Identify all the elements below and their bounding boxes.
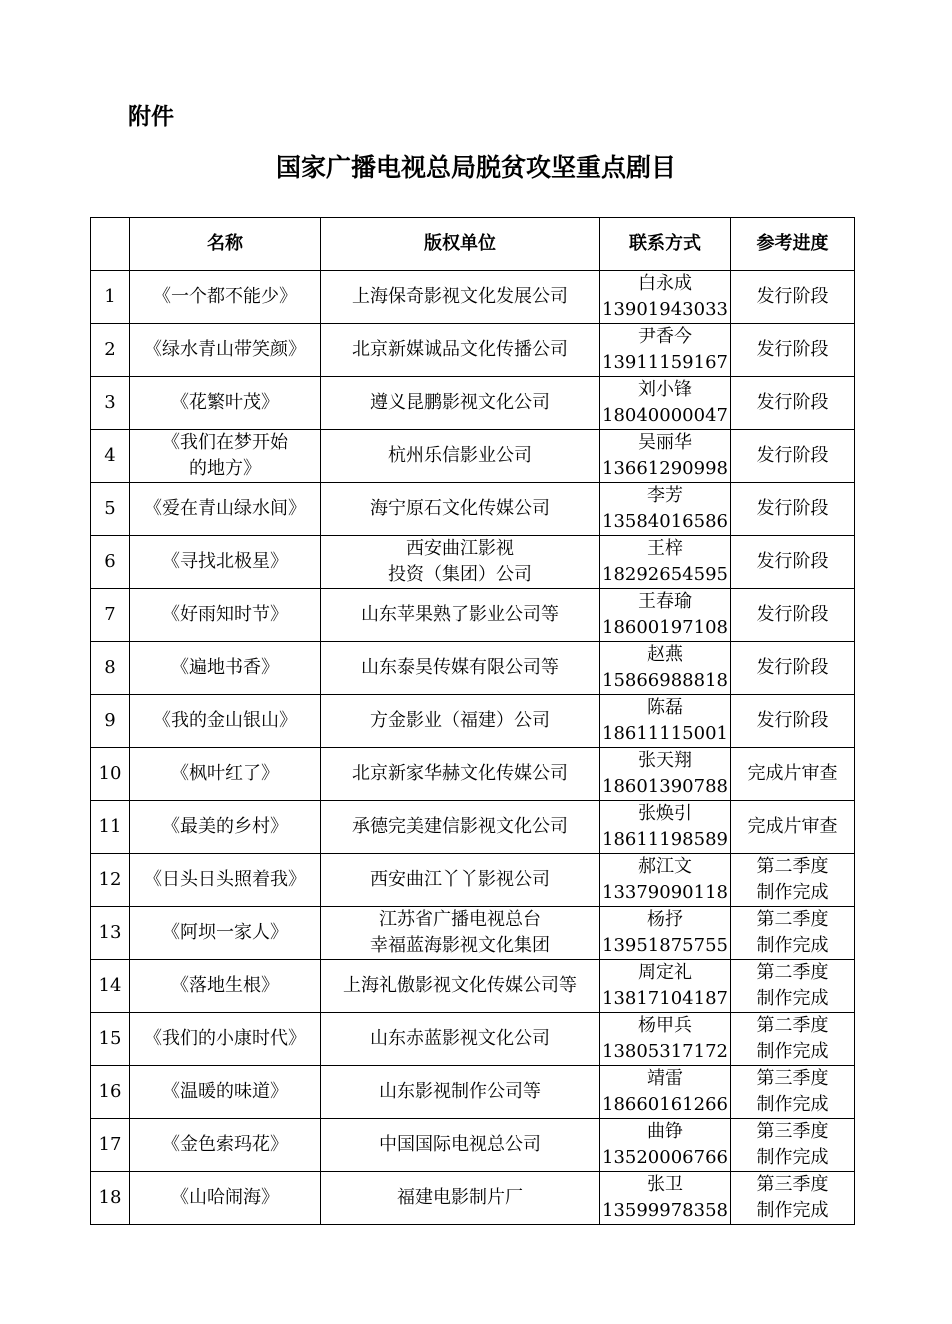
- table-row: [91, 377, 855, 430]
- row-contact: [600, 536, 731, 589]
- table-body: [91, 271, 855, 1225]
- col-header-progress: 参考进度: [731, 218, 855, 271]
- row-contact: [600, 1119, 731, 1172]
- row-progress: 完成片审查: [731, 748, 855, 801]
- row-contact: [600, 801, 731, 854]
- row-company: 北京新家华赫文化传媒公司: [321, 748, 600, 801]
- row-company: 方金影业（福建）公司: [321, 695, 600, 748]
- row-company: 海宁原石文化传媒公司: [321, 483, 600, 536]
- contact-person: 王梓: [647, 538, 683, 559]
- table-row: [91, 536, 855, 589]
- row-company: 山东苹果熟了影业公司等: [321, 589, 600, 642]
- table-row: [91, 695, 855, 748]
- contact-person: 张焕引: [638, 803, 692, 824]
- table-row: [91, 324, 855, 377]
- row-contact: [600, 430, 731, 483]
- row-progress: 发行阶段: [731, 589, 855, 642]
- table-row: [91, 907, 855, 960]
- col-header-company: 版权单位: [321, 218, 600, 271]
- row-contact: [600, 907, 731, 960]
- contact-person: 赵燕: [647, 644, 683, 665]
- row-number: 4: [91, 430, 130, 483]
- table-row: [91, 1172, 855, 1225]
- row-number: 3: [91, 377, 130, 430]
- row-contact: [600, 589, 731, 642]
- contact-phone: 18040000047: [602, 405, 728, 426]
- row-title: 《好雨知时节》: [130, 589, 321, 642]
- row-progress: 第二季度 制作完成: [731, 907, 855, 960]
- table-row: [91, 960, 855, 1013]
- row-contact: [600, 748, 731, 801]
- table-row: [91, 483, 855, 536]
- row-progress: 第三季度 制作完成: [731, 1119, 855, 1172]
- row-company: 山东泰昊传媒有限公司等: [321, 642, 600, 695]
- contact-person: 曲铮: [647, 1121, 683, 1142]
- row-number: 6: [91, 536, 130, 589]
- contact-phone: 13817104187: [602, 988, 728, 1009]
- page-title: 国家广播电视总局脱贫攻坚重点剧目: [275, 153, 676, 182]
- contact-person: 陈磊: [647, 697, 683, 718]
- contact-phone: 15866988818: [602, 670, 728, 691]
- row-number: 17: [91, 1119, 130, 1172]
- row-title: 《金色索玛花》: [130, 1119, 321, 1172]
- row-contact: [600, 271, 731, 324]
- contact-phone: 13379090118: [602, 882, 728, 903]
- table-row: [91, 854, 855, 907]
- row-contact: [600, 483, 731, 536]
- row-title: 《绿水青山带笑颜》: [130, 324, 321, 377]
- row-progress: 发行阶段: [731, 377, 855, 430]
- row-number: 15: [91, 1013, 130, 1066]
- row-number: 8: [91, 642, 130, 695]
- row-company: 山东影视制作公司等: [321, 1066, 600, 1119]
- contact-phone: 18611115001: [602, 723, 728, 744]
- attachment-label: 附件: [128, 104, 174, 130]
- row-contact: [600, 1013, 731, 1066]
- row-progress: 发行阶段: [731, 695, 855, 748]
- row-number: 13: [91, 907, 130, 960]
- row-contact: [600, 854, 731, 907]
- contact-person: 靖雷: [647, 1068, 683, 1089]
- table-row: [91, 801, 855, 854]
- row-number: 5: [91, 483, 130, 536]
- row-progress: 发行阶段: [731, 324, 855, 377]
- contact-phone: 13901943033: [602, 299, 728, 320]
- row-title: 《一个都不能少》: [130, 271, 321, 324]
- row-contact: [600, 377, 731, 430]
- row-contact: [600, 695, 731, 748]
- table-row: [91, 589, 855, 642]
- col-header-no: [91, 218, 130, 271]
- contact-person: 吴丽华: [638, 432, 692, 453]
- row-contact: [600, 324, 731, 377]
- contact-phone: 13951875755: [602, 935, 728, 956]
- row-number: 1: [91, 271, 130, 324]
- row-number: 2: [91, 324, 130, 377]
- row-number: 12: [91, 854, 130, 907]
- contact-phone: 13911159167: [602, 352, 728, 373]
- row-company: 福建电影制片厂: [321, 1172, 600, 1225]
- row-number: 7: [91, 589, 130, 642]
- table-row: [91, 642, 855, 695]
- row-progress: 发行阶段: [731, 642, 855, 695]
- row-contact: [600, 1066, 731, 1119]
- row-title: 《寻找北极星》: [130, 536, 321, 589]
- row-progress: 发行阶段: [731, 536, 855, 589]
- contact-phone: 13599978358: [602, 1200, 728, 1221]
- row-company: 上海保奇影视文化发展公司: [321, 271, 600, 324]
- row-number: 16: [91, 1066, 130, 1119]
- contact-person: 王春瑜: [638, 591, 692, 612]
- row-company: 西安曲江丫丫影视公司: [321, 854, 600, 907]
- row-company: 上海礼傲影视文化传媒公司等: [321, 960, 600, 1013]
- contact-person: 郝江文: [638, 856, 692, 877]
- row-title: 《爱在青山绿水间》: [130, 483, 321, 536]
- col-header-name: 名称: [130, 218, 321, 271]
- row-company: 遵义昆鹏影视文化公司: [321, 377, 600, 430]
- contact-person: 刘小锋: [638, 379, 692, 400]
- row-title: 《我们的小康时代》: [130, 1013, 321, 1066]
- row-company: 杭州乐信影业公司: [321, 430, 600, 483]
- row-progress: 第三季度 制作完成: [731, 1172, 855, 1225]
- row-company: 江苏省广播电视总台 幸福蓝海影视文化集团: [321, 907, 600, 960]
- contact-person: 李芳: [647, 485, 683, 506]
- row-contact: [600, 1172, 731, 1225]
- row-contact: [600, 642, 731, 695]
- row-progress: 发行阶段: [731, 430, 855, 483]
- row-title: 《最美的乡村》: [130, 801, 321, 854]
- contact-phone: 18601390788: [602, 776, 728, 797]
- row-title: 《温暖的味道》: [130, 1066, 321, 1119]
- row-contact: [600, 960, 731, 1013]
- table-header-row: [91, 218, 855, 271]
- table-row: [91, 1066, 855, 1119]
- row-number: 10: [91, 748, 130, 801]
- row-progress: 第二季度 制作完成: [731, 854, 855, 907]
- contact-phone: 18600197108: [602, 617, 728, 638]
- row-title: 《落地生根》: [130, 960, 321, 1013]
- row-title: 《我的金山银山》: [130, 695, 321, 748]
- contact-person: 白永成: [638, 273, 692, 294]
- row-progress: 完成片审查: [731, 801, 855, 854]
- row-progress: 第三季度 制作完成: [731, 1066, 855, 1119]
- row-title: 《山哈闹海》: [130, 1172, 321, 1225]
- row-progress: 发行阶段: [731, 483, 855, 536]
- col-header-contact: 联系方式: [600, 218, 731, 271]
- row-number: 18: [91, 1172, 130, 1225]
- row-number: 9: [91, 695, 130, 748]
- contact-phone: 13584016586: [602, 511, 728, 532]
- contact-person: 张卫: [647, 1174, 683, 1195]
- contact-phone: 13661290998: [602, 458, 728, 479]
- table-row: [91, 271, 855, 324]
- row-company: 承德完美建信影视文化公司: [321, 801, 600, 854]
- drama-table: [90, 217, 855, 1225]
- contact-person: 周定礼: [638, 962, 692, 983]
- row-company: 北京新媒诚品文化传播公司: [321, 324, 600, 377]
- table-row: [91, 1119, 855, 1172]
- row-number: 11: [91, 801, 130, 854]
- contact-phone: 18292654595: [602, 564, 728, 585]
- row-number: 14: [91, 960, 130, 1013]
- row-company: 山东赤蓝影视文化公司: [321, 1013, 600, 1066]
- row-title: 《我们在梦开始 的地方》: [130, 430, 321, 483]
- row-progress: 第二季度 制作完成: [731, 960, 855, 1013]
- row-progress: 发行阶段: [731, 271, 855, 324]
- row-title: 《枫叶红了》: [130, 748, 321, 801]
- table-row: [91, 1013, 855, 1066]
- contact-person: 杨抒: [647, 909, 683, 930]
- contact-person: 尹香今: [638, 326, 692, 347]
- row-title: 《日头日头照着我》: [130, 854, 321, 907]
- contact-phone: 13520006766: [602, 1147, 728, 1168]
- row-progress: 第二季度 制作完成: [731, 1013, 855, 1066]
- contact-phone: 18611198589: [602, 829, 728, 850]
- row-title: 《遍地书香》: [130, 642, 321, 695]
- row-title: 《阿坝一家人》: [130, 907, 321, 960]
- contact-phone: 18660161266: [602, 1094, 728, 1115]
- contact-person: 杨甲兵: [638, 1015, 692, 1036]
- contact-person: 张天翔: [638, 750, 692, 771]
- table-row: [91, 748, 855, 801]
- table-row: [91, 430, 855, 483]
- row-company: 西安曲江影视 投资（集团）公司: [321, 536, 600, 589]
- row-title: 《花繁叶茂》: [130, 377, 321, 430]
- row-company: 中国国际电视总公司: [321, 1119, 600, 1172]
- contact-phone: 13805317172: [602, 1041, 728, 1062]
